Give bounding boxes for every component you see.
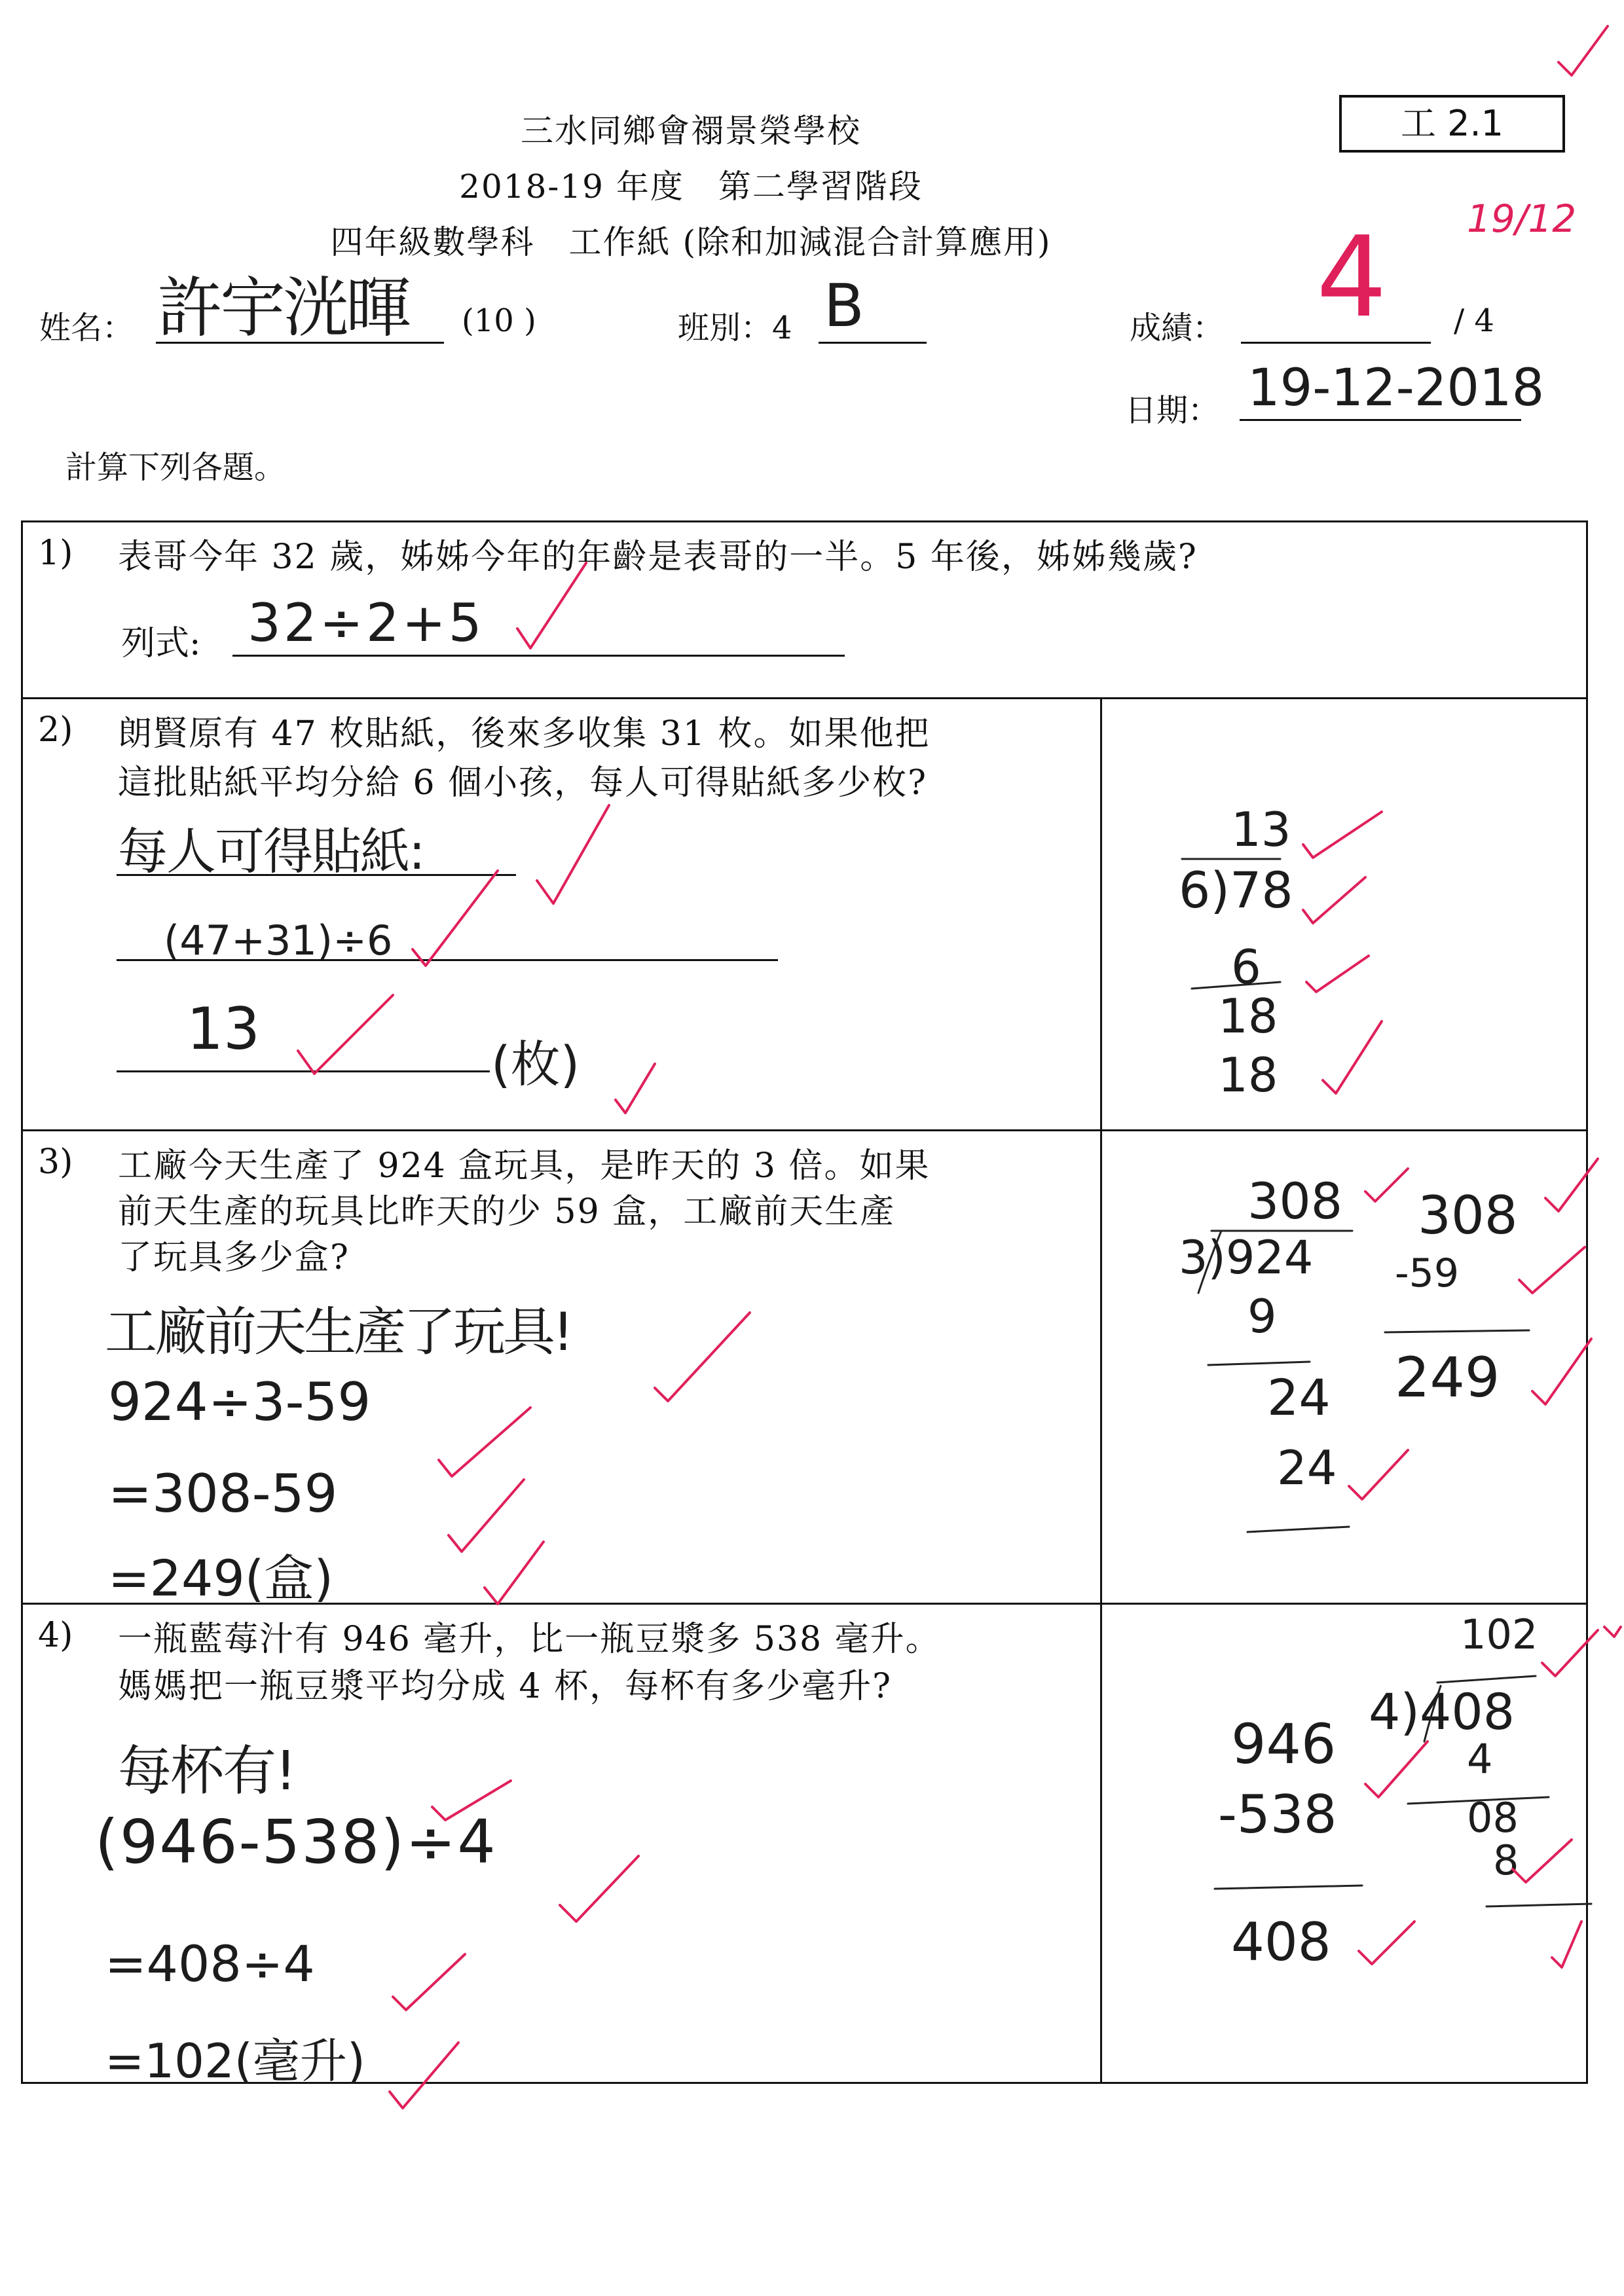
teacher-date: 19/12 (1467, 196, 1577, 241)
q4-subtract-bottom: -538 (1218, 1784, 1337, 1845)
q4-subtract-top: 946 (1231, 1712, 1337, 1776)
name-value: 許宇洸暉 (157, 270, 409, 346)
date-value: 19-12-2018 (1247, 359, 1545, 418)
q4-dividend: 4)408 (1369, 1683, 1515, 1741)
check-icon (298, 995, 393, 1074)
check-icon (413, 871, 498, 966)
instruction: 計算下列各題。 (65, 449, 286, 486)
q4-difference-line (1215, 1886, 1362, 1889)
question-2-text-line-1: 朗賢原有 47 枚貼紙，後來多收集 31 枚。如果他把 (118, 714, 931, 754)
check-icon (485, 1542, 544, 1604)
check-icon (1542, 1630, 1598, 1676)
question-3-result: =249(盒) (108, 1549, 334, 1607)
question-3-text-line-2: 前天生產的玩具比昨天的少 59 盒，工廠前天生產 (118, 1192, 896, 1231)
q4-remainder-1: 08 (1467, 1794, 1519, 1842)
q3-sub-2: 24 (1277, 1440, 1337, 1495)
q4-division-bracket (1424, 1676, 1536, 1741)
q2-dividend: 6)78 (1179, 861, 1293, 919)
q3-quotient: 308 (1247, 1172, 1343, 1230)
year-term: 2018-19 年度 第二學習階段 (459, 168, 923, 206)
worksheet-subject: 四年級數學科 工作紙 (除和加減混合計算應用) (330, 223, 1052, 261)
q3-subtract-line-2 (1247, 1527, 1349, 1532)
check-icon (616, 1064, 655, 1113)
question-3-text-line-3: 了玩具多少盒? (118, 1238, 350, 1277)
question-3-answer-heading: 工廠前天生產了玩具! (105, 1302, 572, 1362)
q3-difference-line (1385, 1330, 1529, 1332)
q2-subtract-line (1192, 982, 1280, 989)
question-2-number: 2) (38, 710, 73, 750)
check-icon (1349, 1450, 1408, 1499)
check-icon (1323, 1021, 1382, 1093)
q3-difference: 249 (1395, 1345, 1500, 1410)
score-value: 4 (1316, 213, 1388, 342)
check-icon (1359, 1922, 1414, 1964)
q3-subtract-top: 308 (1418, 1185, 1518, 1246)
question-2-result: 13 (187, 995, 260, 1063)
name-label: 姓名： (39, 310, 134, 346)
school-name: 三水同鄉會禤景榮學校 (521, 112, 861, 150)
question-4-result: =102(毫升) (105, 2033, 365, 2088)
q4-final-line (1486, 1904, 1591, 1906)
question-2-text-line-2: 這批貼紙平均分給 6 個小孩，每人可得貼紙多少枚? (118, 763, 928, 803)
check-icon (449, 1480, 524, 1552)
check-icon (1306, 956, 1369, 992)
student-number: (10 ) (462, 302, 536, 339)
check-icon (1365, 1741, 1428, 1797)
q2-quotient: 13 (1231, 802, 1291, 857)
date-label: 日期： (1125, 392, 1220, 429)
question-2-unit: (枚) (491, 1035, 580, 1093)
q4-subtract-line (1408, 1797, 1549, 1804)
question-3-number: 3) (38, 1142, 73, 1182)
question-3-text-line-1: 工廠今天生產了 924 盒玩具，是昨天的 3 倍。如果 (118, 1146, 931, 1186)
question-1-text: 表哥今年 32 歲，姊姊今年的年齡是表哥的一半。5 年後，姊姊幾歲? (118, 538, 1198, 577)
check-icon (560, 1856, 638, 1922)
check-icon (1559, 26, 1608, 75)
question-3-expression: 924÷3-59 (108, 1372, 371, 1432)
check-icon (1513, 1840, 1572, 1882)
class-value: B (824, 272, 864, 340)
check-icon (390, 2043, 458, 2108)
class-label: 班別：4 (678, 310, 792, 346)
check-icon (1552, 1922, 1581, 1967)
question-3-step: =308-59 (108, 1463, 338, 1524)
question-4-text-line-1: 一瓶藍莓汁有 946 毫升，比一瓶豆漿多 538 毫升。 (118, 1620, 941, 1659)
q4-difference: 408 (1231, 1912, 1331, 1973)
check-icon (432, 1781, 511, 1820)
check-icon (1519, 1247, 1585, 1293)
score-total: / 4 (1454, 302, 1494, 339)
check-icon (1303, 877, 1365, 923)
check-icon (1365, 1169, 1408, 1201)
question-2-expression: (47+31)÷6 (164, 917, 393, 964)
score-label: 成績： (1130, 310, 1225, 346)
check-icon (393, 1954, 465, 2010)
q4-sub-1: 4 (1467, 1735, 1493, 1783)
q2-sub-2: 18 (1218, 1048, 1278, 1102)
check-icon (439, 1408, 530, 1476)
q3-subtract-line-1 (1208, 1362, 1310, 1365)
q3-subtract-bottom: -59 (1395, 1250, 1459, 1296)
check-icon (1604, 1627, 1621, 1637)
q2-remainder-1: 18 (1218, 989, 1278, 1044)
check-icon (517, 563, 586, 648)
question-1-formula-label: 列式: (121, 624, 201, 663)
q3-remainder-1: 24 (1267, 1368, 1331, 1427)
question-4-expression: (946-538)÷4 (95, 1807, 497, 1877)
question-4-answer-heading: 每杯有! (118, 1740, 295, 1802)
check-icon (1545, 1159, 1598, 1211)
check-icon (1303, 812, 1382, 858)
q4-sub-2: 8 (1493, 1836, 1519, 1884)
q3-dividend: 3)924 (1179, 1231, 1314, 1285)
q2-sub-1: 6 (1231, 939, 1261, 994)
check-icon (537, 805, 609, 903)
question-1-answer: 32÷2+5 (248, 592, 485, 653)
check-icon (655, 1313, 750, 1401)
question-4-step: =408÷4 (105, 1935, 315, 1993)
q3-sub-1: 9 (1247, 1290, 1277, 1343)
question-4-number: 4) (38, 1616, 73, 1655)
q3-division-bracket (1198, 1231, 1352, 1293)
question-1-number: 1) (38, 534, 73, 573)
worksheet-code: 工 2.1 (1339, 95, 1565, 153)
q4-quotient: 102 (1460, 1611, 1538, 1658)
check-icon (1532, 1339, 1591, 1404)
question-2-answer-heading: 每人可得貼紙: (118, 822, 424, 881)
question-4-text-line-2: 媽媽把一瓶豆漿平均分成 4 杯，每杯有多少毫升? (118, 1667, 893, 1706)
